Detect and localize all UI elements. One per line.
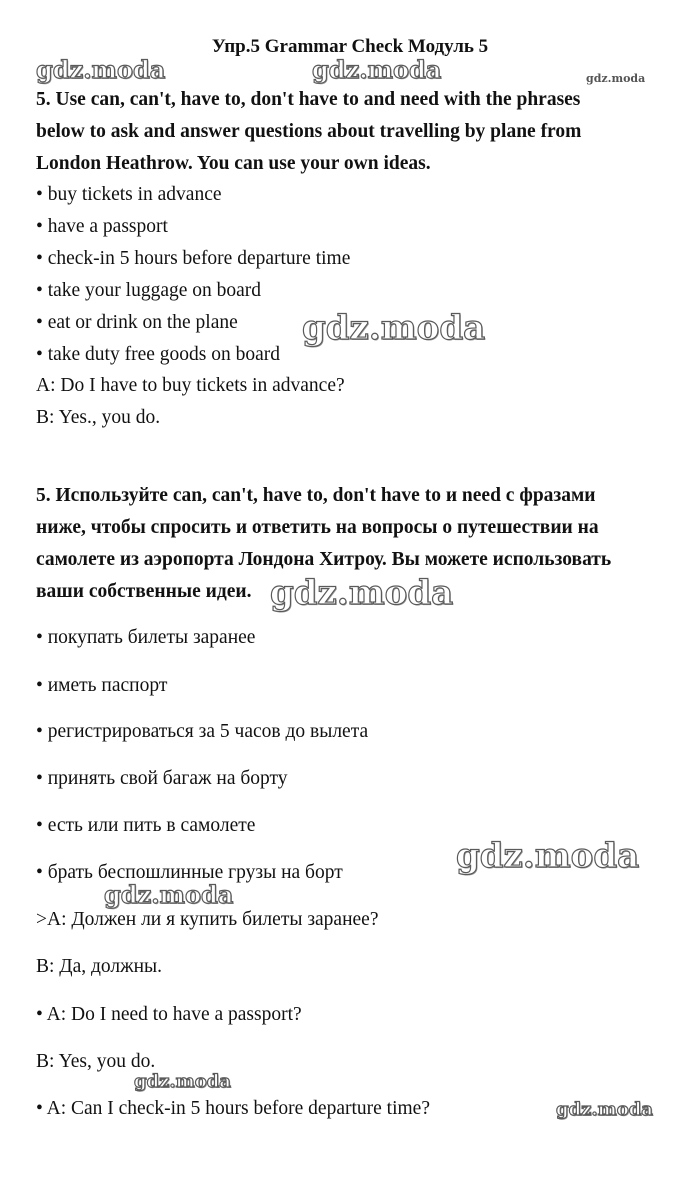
russian-dialogue-line: B: Yes, you do. bbox=[36, 1051, 156, 1072]
english-bullet-item: • take duty free goods on board bbox=[36, 344, 281, 365]
russian-dialogue-line: • A: Can I check-in 5 hours before departure time? bbox=[36, 1098, 430, 1119]
russian-bullet-item: • иметь паспорт bbox=[36, 675, 168, 696]
russian-bullet-item: • есть или пить в самолете bbox=[36, 815, 256, 836]
page-title: Упр.5 Grammar Check Модуль 5 bbox=[211, 36, 489, 57]
watermark: gdz.moda bbox=[456, 836, 640, 876]
watermark: gdz.moda bbox=[270, 573, 454, 613]
russian-dialogue-line: B: Да, должны. bbox=[36, 956, 163, 977]
russian-task-line: 5. Используйте can, can't, have to, don't have to и need с фразами bbox=[36, 485, 596, 506]
russian-bullet-item: • брать беспошлинные грузы на борт bbox=[36, 862, 343, 883]
russian-bullet-item: • принять свой багаж на борту bbox=[36, 768, 288, 789]
russian-task-line: ваши собственные идеи. bbox=[36, 581, 252, 602]
watermark: gdz.moda bbox=[104, 880, 234, 909]
english-task-line: below to ask and answer questions about travelling by plane from bbox=[36, 121, 582, 142]
english-bullet-item: • eat or drink on the plane bbox=[36, 312, 238, 333]
watermark: gdz.moda bbox=[36, 55, 166, 84]
russian-dialogue-line: >A: Должен ли я купить билеты заранее? bbox=[36, 909, 379, 930]
watermark: gdz.moda bbox=[302, 308, 486, 348]
english-bullet-item: • buy tickets in advance bbox=[36, 184, 222, 205]
watermark: gdz.moda bbox=[134, 1071, 231, 1092]
english-bullet-item: • check-in 5 hours before departure time bbox=[36, 248, 351, 269]
watermark: gdz.moda bbox=[312, 55, 442, 84]
watermark: gdz.moda bbox=[586, 72, 646, 85]
russian-dialogue-line: • A: Do I need to have a passport? bbox=[36, 1004, 302, 1025]
english-bullet-item: • take your luggage on board bbox=[36, 280, 262, 301]
russian-bullet-item: • покупать билеты заранее bbox=[36, 627, 256, 648]
russian-task-line: самолете из аэропорта Лондона Хитроу. Вы можете использовать bbox=[36, 549, 612, 570]
english-dialogue-line: A: Do I have to buy tickets in advance? bbox=[36, 375, 345, 396]
english-bullet-item: • have a passport bbox=[36, 216, 168, 237]
russian-bullet-item: • регистрироваться за 5 часов до вылета bbox=[36, 721, 369, 742]
english-task-line: London Heathrow. You can use your own ideas. bbox=[36, 153, 431, 174]
english-task-line: 5. Use can, can't, have to, don't have to and need with the phrases bbox=[36, 89, 581, 110]
watermark: gdz.moda bbox=[556, 1099, 653, 1120]
english-dialogue-line: B: Yes., you do. bbox=[36, 407, 161, 428]
russian-task-line: ниже, чтобы спросить и ответить на вопросы о путешествии на bbox=[36, 517, 599, 538]
